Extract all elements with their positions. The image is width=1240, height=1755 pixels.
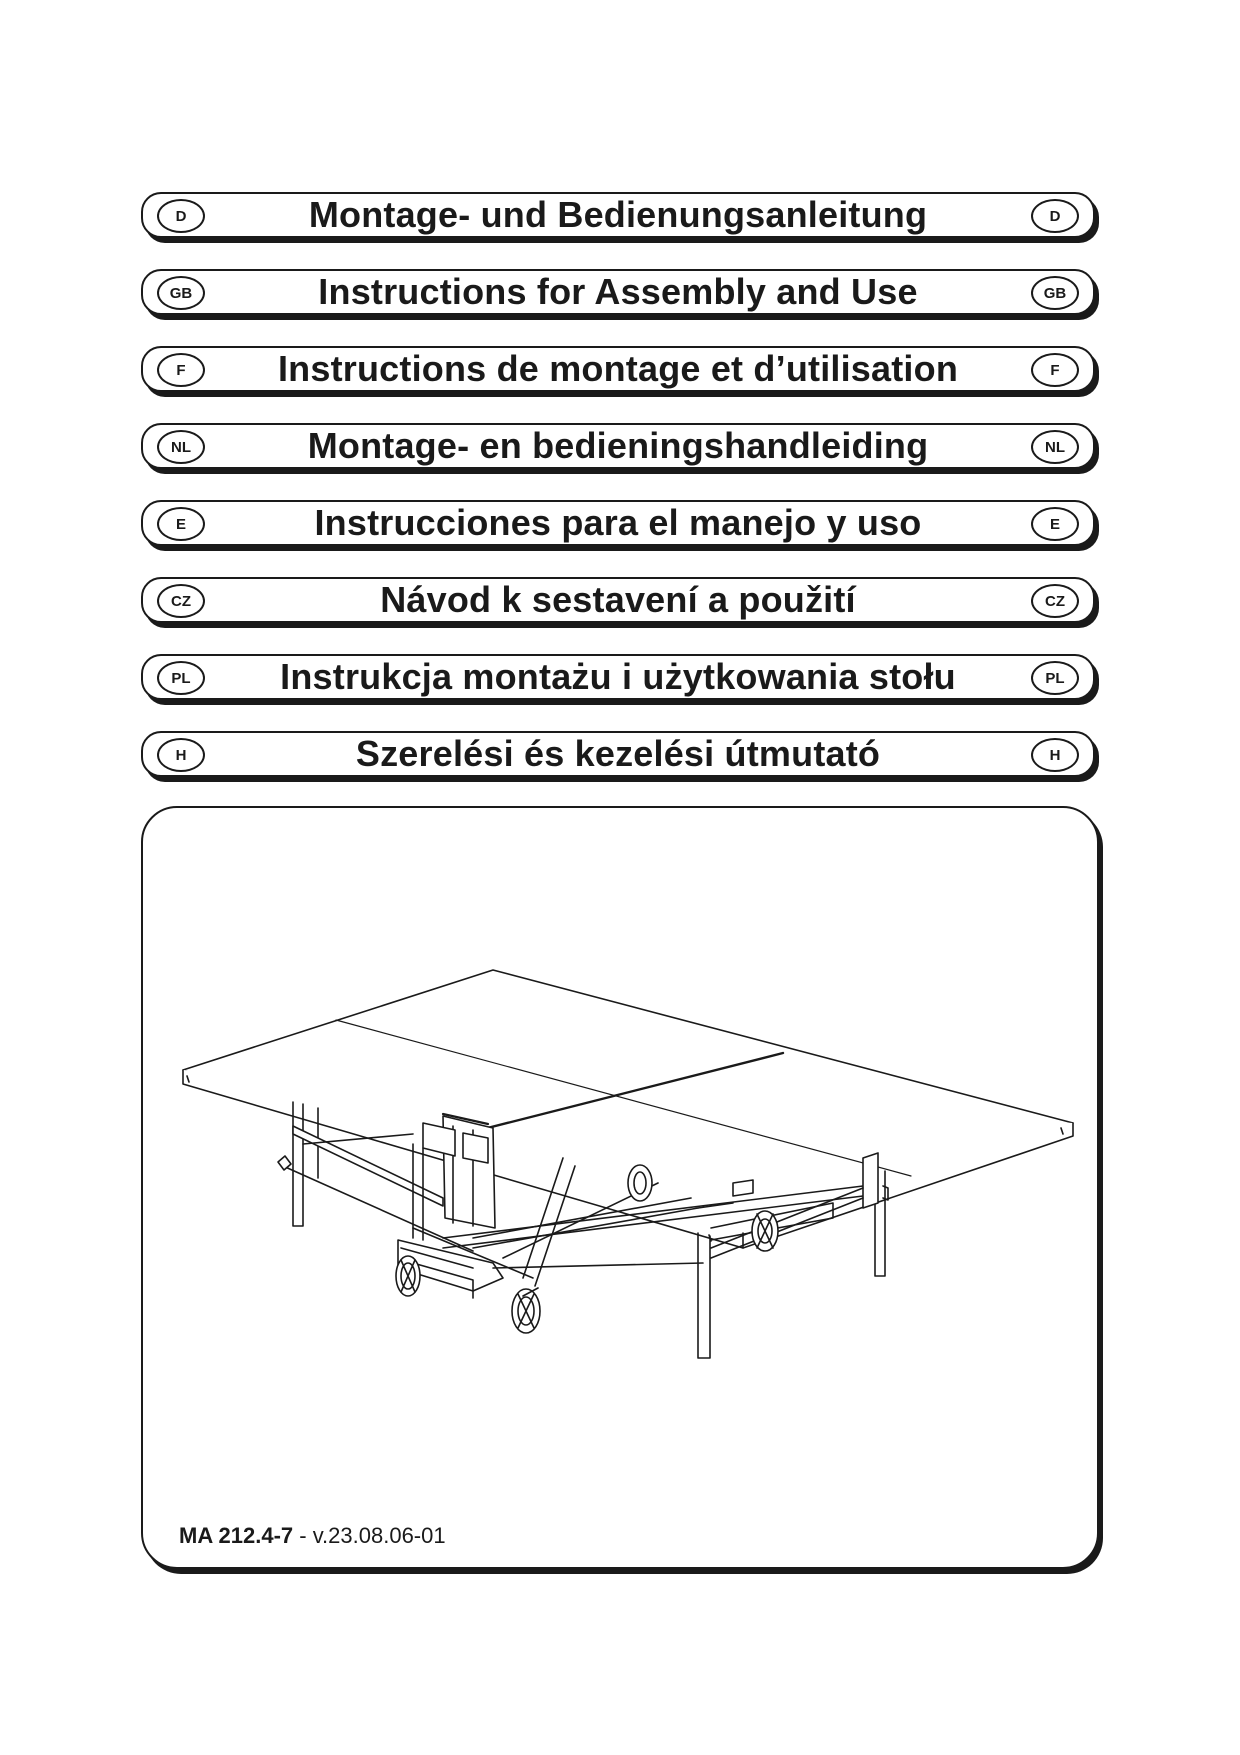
version-number: v.23.08.06-01 (312, 1523, 446, 1548)
lang-badge-left: E (157, 507, 205, 541)
title-box (141, 731, 1095, 777)
lang-badge-left: PL (157, 661, 205, 695)
title-text: Instrucciones para el manejo y uso (314, 502, 922, 543)
title-box (141, 346, 1095, 392)
title-box (141, 269, 1095, 315)
title-text: Instructions for Assembly and Use (318, 271, 918, 312)
title-box (141, 577, 1095, 623)
title-row-gb (141, 269, 1099, 315)
lang-badge-right: PL (1031, 661, 1079, 695)
lang-badge-right: E (1031, 507, 1079, 541)
lang-badge-right: CZ (1031, 584, 1079, 618)
title-text: Montage- und Bedienungsanleitung (308, 194, 928, 235)
title-text: Montage- en bedieningshandleiding (307, 425, 929, 466)
lang-badge-right: D (1031, 199, 1079, 233)
model-code: MA 212.4-7 (179, 1523, 294, 1548)
lang-badge-right: NL (1031, 430, 1079, 464)
title-text: Instrukcja montażu i użytkowania stołu (280, 656, 956, 697)
title-row-h (141, 731, 1099, 777)
separator: - (293, 1523, 313, 1548)
lang-badge-right: H (1031, 738, 1079, 772)
title-text: Instructions de montage et d’utilisation (277, 348, 959, 389)
title-row-f (141, 346, 1099, 392)
table-tennis-table-icon (143, 808, 1097, 1567)
title-box (141, 423, 1095, 469)
lang-badge-right: F (1031, 353, 1079, 387)
title-box (141, 654, 1095, 700)
title-row-pl (141, 654, 1099, 700)
lang-badge-left: NL (157, 430, 205, 464)
lang-badge-left: GB (157, 276, 205, 310)
lang-badge-right: GB (1031, 276, 1079, 310)
title-text: Návod k sestavení a použití (380, 579, 856, 620)
lang-badge-left: H (157, 738, 205, 772)
lang-badge-left: D (157, 199, 205, 233)
title-row-d (141, 192, 1099, 238)
illustration-panel (141, 806, 1099, 1569)
title-box (141, 192, 1095, 238)
title-text: Szerelési és kezelési útmutató (355, 733, 881, 774)
title-row-cz (141, 577, 1099, 623)
title-box (141, 500, 1095, 546)
title-row-e (141, 500, 1099, 546)
lang-badge-left: F (157, 353, 205, 387)
title-row-nl (141, 423, 1099, 469)
document-reference (179, 1523, 446, 1549)
lang-badge-left: CZ (157, 584, 205, 618)
